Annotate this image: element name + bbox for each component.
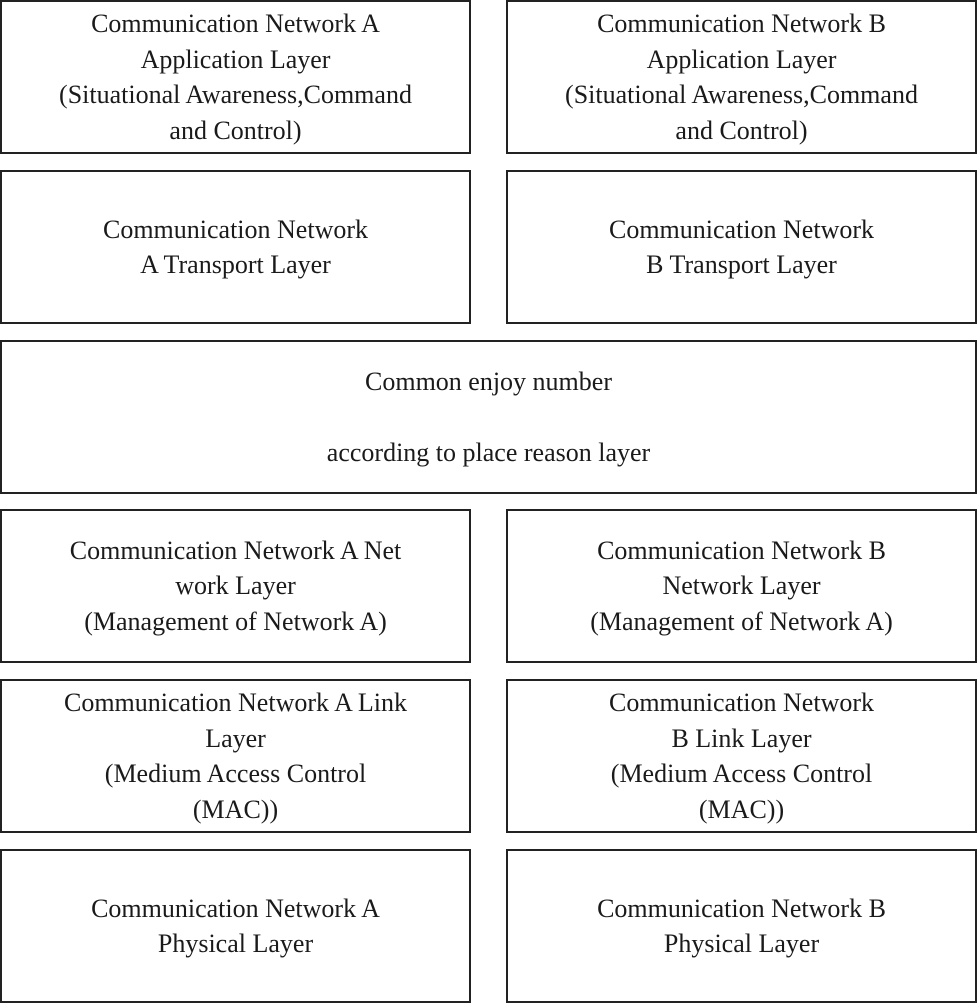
box-text-line: Application Layer (646, 44, 837, 74)
box-text-line: B Link Layer (671, 723, 812, 753)
box-text-line: (Situational Awareness,Command (565, 80, 918, 109)
box-text-line: Physical Layer (157, 929, 314, 958)
box-text-line: and Control) (169, 115, 302, 145)
box-text-line: Communication Network A (91, 893, 380, 923)
shared-routing-layer-box (0, 340, 977, 494)
box-text-line: (Medium Access Control (104, 759, 367, 788)
box-text-line: (Medium Access Control (610, 759, 873, 788)
box-text-line: work Layer (175, 571, 296, 601)
network-b-physical-layer-box (506, 849, 977, 1003)
box-text-line: (Management of Network A) (590, 606, 893, 636)
box-text-line: Communication Network (608, 688, 874, 717)
box-text-line: B Transport Layer (646, 250, 837, 279)
box-text-line: Network Layer (662, 571, 821, 601)
box-text-line: A Transport Layer (140, 250, 331, 279)
box-text-line: Communication Network B (597, 535, 886, 565)
box-text-line: Communication Network A (91, 9, 380, 38)
box-text-line: Communication Network (102, 214, 368, 244)
box-text-line: Communication Network A Link (63, 688, 408, 717)
box-text-line: Layer (205, 723, 266, 753)
box-text-line: and Control) (675, 115, 808, 145)
box-text-line: Communication Network B (597, 9, 886, 38)
box-text-line: (Situational Awareness,Command (59, 80, 412, 109)
box-text-line: Application Layer (140, 44, 331, 74)
network-b-application-layer-box (506, 0, 977, 154)
network-a-application-layer-box (0, 0, 471, 154)
box-text-line: Communication Network B (597, 893, 886, 923)
box-text-line: according to place reason layer (326, 437, 651, 467)
network-a-transport-layer-box (0, 170, 471, 324)
network-b-network-layer-box (506, 509, 977, 663)
box-text-line: Communication Network (608, 214, 874, 244)
box-text-line: (MAC)) (698, 794, 785, 824)
box-text-line: (MAC)) (192, 794, 279, 824)
network-a-physical-layer-box (0, 849, 471, 1003)
box-text-line: Physical Layer (663, 929, 820, 958)
network-a-network-layer-box (0, 509, 471, 663)
network-b-transport-layer-box (506, 170, 977, 324)
box-text-line: Communication Network A Net (69, 535, 402, 565)
box-text-line: (Management of Network A) (84, 606, 387, 636)
box-text-line: Common enjoy number (365, 366, 612, 396)
network-a-link-layer-box (0, 679, 471, 833)
network-b-link-layer-box (506, 679, 977, 833)
